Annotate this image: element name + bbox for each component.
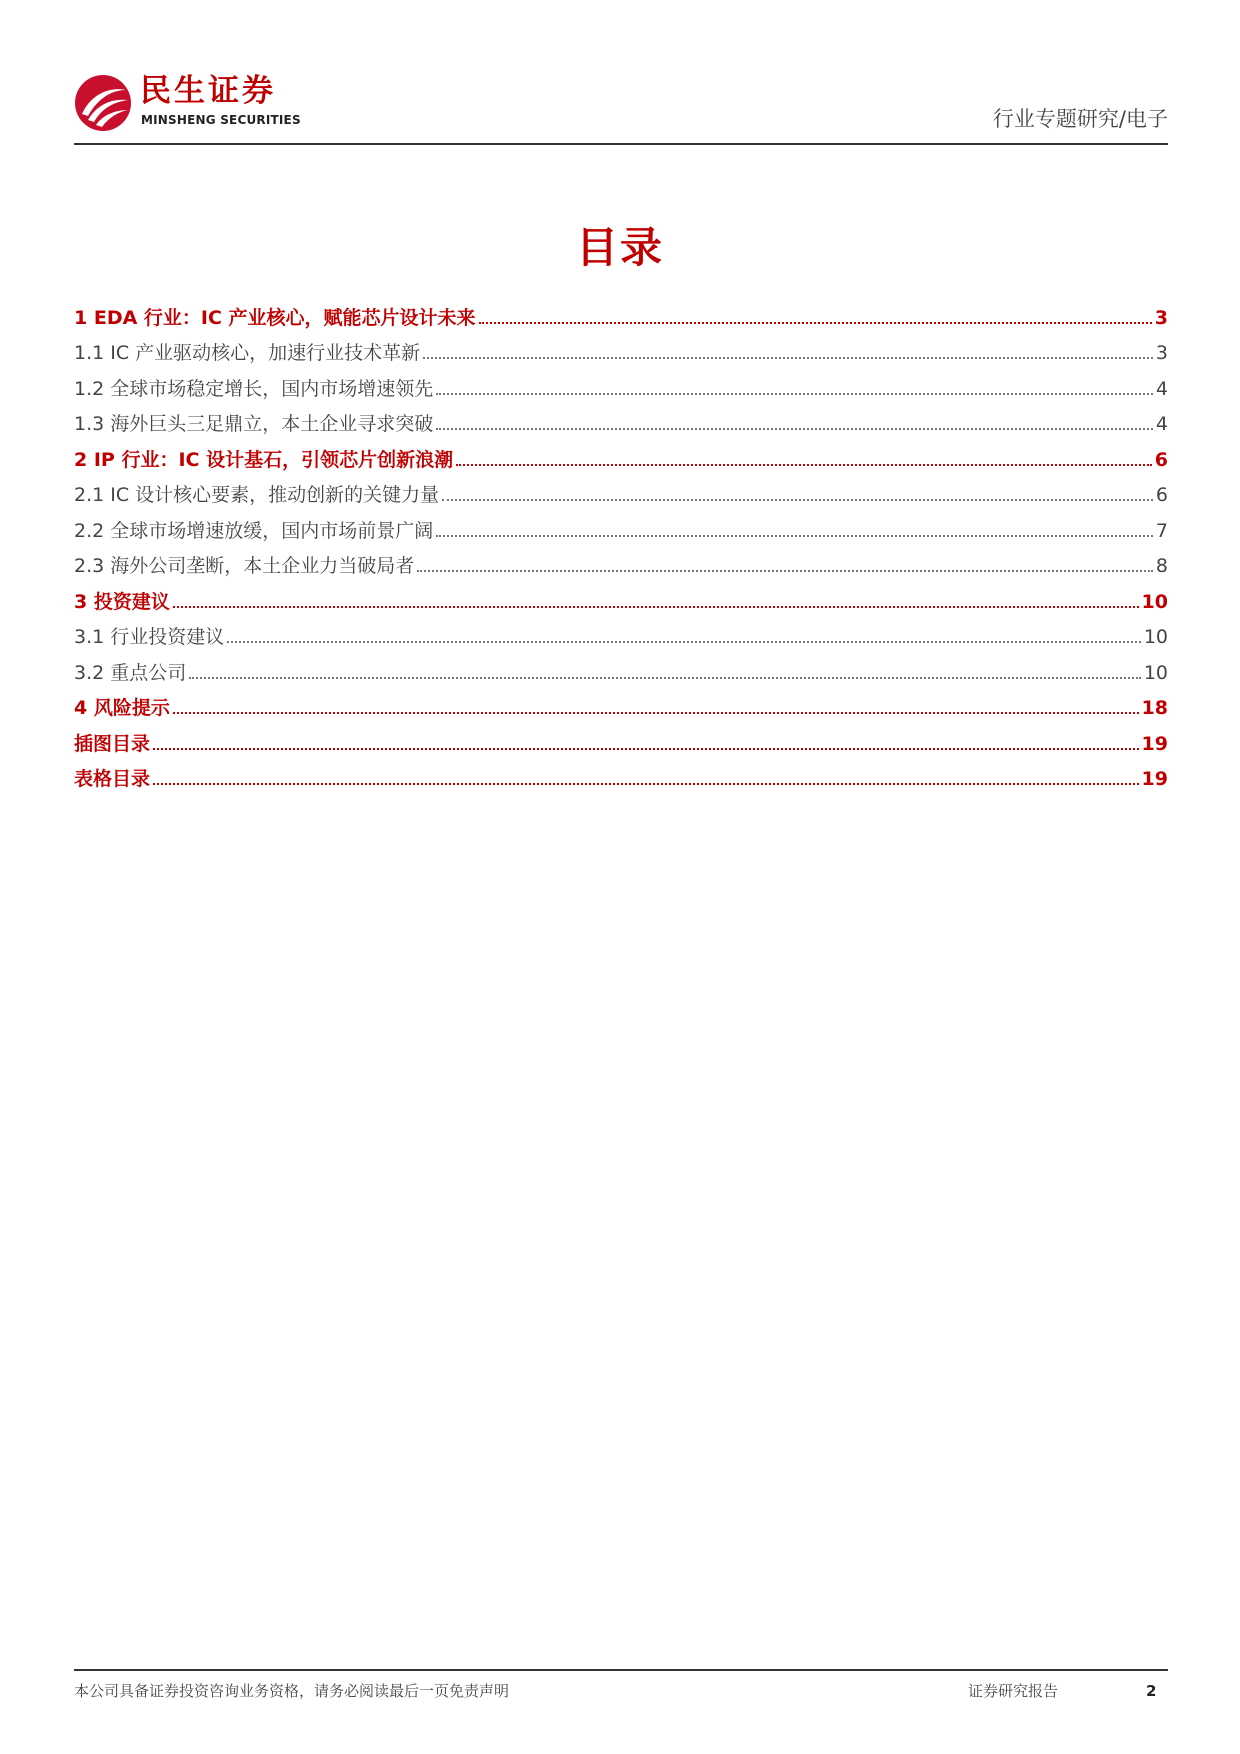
toc-entry-title: 1.2 全球市场稳定增长，国内市场增速领先 [74,377,434,400]
toc-entry-title: 3 投资建议 [74,590,170,613]
toc-entry-title: 2.1 IC 设计核心要素，推动创新的关键力量 [74,484,440,506]
toc-entry-page: 19 [1141,732,1168,755]
toc-entry-title: 3.1 行业投资建议 [74,626,225,648]
logo-chinese-name: 民生证券 [140,73,276,109]
toc-entry-page: 6 [1155,484,1168,506]
toc-dot-leader [436,392,1153,395]
toc-entry[interactable] [74,367,1168,403]
toc-entry-title: 2 IP 行业：IC 设计基石，引领芯片创新浪潮 [74,448,454,471]
toc-dot-leader [436,534,1153,537]
toc-entry[interactable] [74,296,1168,332]
logo-english-name: MINSHENG SECURITIES [141,113,301,127]
toc-entry-title: 3.2 重点公司 [74,661,187,684]
toc-dot-leader [436,427,1153,430]
toc-entry-page: 4 [1155,377,1168,400]
table-of-contents [74,296,1168,793]
toc-entry-page: 7 [1155,519,1168,542]
company-logo [74,70,374,134]
toc-entry-title: 表格目录 [74,768,151,790]
toc-entry-title: 1.1 IC 产业驱动核心，加速行业技术革新 [74,342,421,364]
toc-entry-page: 18 [1141,697,1168,719]
toc-dot-leader [227,640,1141,643]
report-category: 行业专题研究/电子 [992,107,1168,131]
toc-entry[interactable] [74,438,1168,474]
minsheng-logo-icon [74,74,132,132]
toc-entry-page: 8 [1155,555,1168,577]
toc-entry-title: 1 EDA 行业：IC 产业核心，赋能芯片设计未来 [74,306,476,329]
toc-entry-title: 2.2 全球市场增速放缓，国内市场前景广阔 [74,519,434,542]
footer-disclaimer: 本公司具备证券投资咨询业务资格，请务必阅读最后一页免责声明 [74,1682,510,1700]
toc-dot-leader [456,463,1152,466]
footer-divider [74,1669,1168,1671]
header-divider [74,143,1168,145]
toc-dot-leader [173,711,1139,714]
toc-heading: 目录 [575,223,664,272]
toc-dot-leader [417,569,1153,572]
page-header [74,68,1168,144]
toc-dot-leader [173,605,1139,608]
toc-entry-page: 10 [1143,661,1168,684]
toc-entry[interactable] [74,403,1168,439]
toc-entry[interactable] [74,509,1168,545]
toc-entry-page: 10 [1141,590,1168,613]
toc-dot-leader [153,747,1139,750]
toc-entry-title: 2.3 海外公司垄断，本土企业力当破局者 [74,555,415,577]
toc-entry[interactable] [74,616,1168,652]
toc-dot-leader [442,498,1153,501]
toc-entry[interactable] [74,722,1168,758]
toc-entry-title: 4 风险提示 [74,697,170,719]
toc-dot-leader [153,782,1139,785]
toc-entry[interactable] [74,651,1168,687]
footer-report-type: 证券研究报告 [968,1682,1059,1700]
toc-entry-page: 3 [1154,306,1168,329]
toc-dot-leader [423,356,1153,359]
toc-entry-page: 4 [1155,413,1168,435]
toc-entry[interactable] [74,758,1168,794]
footer-page-number: 2 [1146,1682,1157,1700]
toc-entry-title: 1.3 海外巨头三足鼎立，本土企业寻求突破 [74,413,434,435]
toc-entry-page: 3 [1155,342,1168,364]
toc-entry-title: 插图目录 [74,732,151,755]
toc-entry[interactable] [74,545,1168,581]
toc-entry-page: 6 [1154,448,1168,471]
toc-entry[interactable] [74,474,1168,510]
toc-entry[interactable] [74,332,1168,368]
toc-dot-leader [479,321,1152,324]
toc-entry-page: 19 [1141,768,1168,790]
toc-entry-page: 10 [1143,626,1168,648]
toc-entry[interactable] [74,580,1168,616]
toc-dot-leader [189,676,1141,679]
toc-entry[interactable] [74,687,1168,723]
